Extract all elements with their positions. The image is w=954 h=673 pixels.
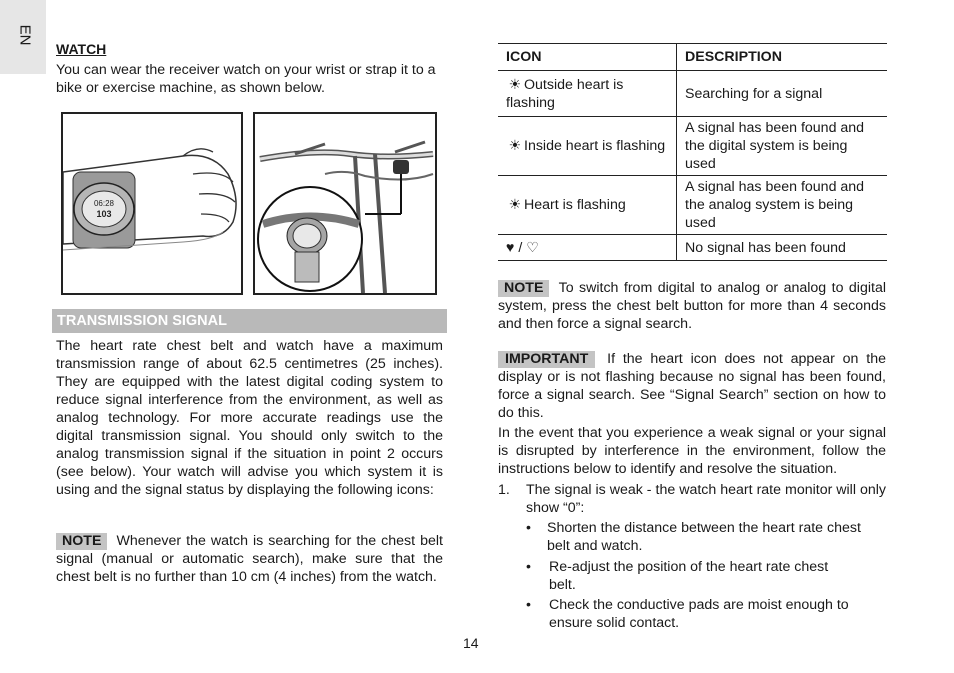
table-row — [498, 117, 887, 176]
watch-intro-text: You can wear the receiver watch on your wrist or strap it to a bike or exercise machine, as shown below. — [56, 62, 436, 96]
icon-caption: Outside heart is flashing — [506, 76, 624, 111]
note-paragraph — [56, 532, 443, 586]
heart-flashing-icon: ☀ — [508, 197, 522, 213]
note2-badge: NOTE — [498, 280, 549, 297]
column-header-icon: ICON — [498, 44, 677, 71]
bullet-item: Check the conductive pads are moist enough to ensure solid contact. — [549, 597, 849, 631]
note-badge: NOTE — [56, 533, 107, 550]
table-row — [498, 176, 887, 235]
bullet-item: Re-adjust the position of the heart rate chest belt. — [549, 559, 829, 593]
heart-flash-inner-icon: ☀ — [508, 138, 522, 154]
heart-solid-icon: ♥ — [506, 239, 515, 256]
watch-hr-display: 103 — [96, 209, 112, 219]
table-row — [498, 235, 887, 261]
important-text: If the heart icon does not appear on the display or is not flashing because no signal has been found, force a signal search. See “Signal Search” section on how to do this. — [498, 351, 886, 421]
table-cell-icon — [498, 117, 677, 176]
table-cell-description: No signal has been found — [677, 235, 888, 261]
note-text: Whenever the watch is searching for the chest belt signal (manual or automatic search), make sure that the chest belt is no further than 10 cm (4 inches) from the watch. — [56, 533, 443, 585]
list-number: 1. — [498, 482, 510, 498]
bike-photo — [253, 112, 437, 295]
table-cell-icon — [498, 235, 677, 261]
note2-text: To switch from digital to analog or analog to digital system, press the chest belt button for more than 4 seconds and then force a signal search. — [498, 280, 886, 332]
watch-time-display: 06:28 — [93, 199, 115, 208]
language-tab — [0, 0, 46, 74]
transmission-text: The heart rate chest belt and watch have a maximum transmission range of about 62.5 centimetres (25 inches). They are equipped with the latest digital coding system to reduce signal interference from the environment, as well as analog technology. For more accurate readings use the digital transmission signal. You should only switch to the analog transmission signal if the situation in point 2 occurs (see below). Your watch will advise you which system it is using and the signal status by displaying the following icons: — [56, 338, 443, 498]
important-badge: IMPORTANT — [498, 351, 595, 368]
bullet-marker: • — [526, 597, 531, 613]
bike-illustration — [255, 114, 435, 293]
table-cell-description: A signal has been found and the analog system is being used — [677, 176, 888, 235]
heart-flash-outer-icon: ☀ — [508, 76, 522, 93]
note2-paragraph — [498, 279, 886, 333]
table-cell-icon — [498, 176, 677, 235]
wrist-photo — [61, 112, 243, 295]
watch-heading: WATCH — [56, 41, 107, 57]
important-paragraph — [498, 350, 886, 422]
language-label: EN — [16, 24, 34, 46]
list-item-text: The signal is weak - the watch heart rate monitor will only show “0”: — [526, 482, 886, 516]
signal-icons-table — [498, 43, 887, 261]
transmission-heading-bar — [52, 309, 447, 333]
page-number: 14 — [463, 635, 479, 651]
table-cell-description: A signal has been found and the digital system is being used — [677, 117, 888, 176]
icon-caption: Inside heart is flashing — [524, 138, 666, 154]
bullet-item: Shorten the distance between the heart rate chest belt and watch. — [547, 520, 861, 554]
wrist-illustration — [63, 114, 241, 293]
bullet-marker: • — [526, 520, 531, 536]
heart-outline-icon: ♡ — [526, 239, 539, 256]
bullet-marker: • — [526, 559, 531, 575]
table-row — [498, 71, 887, 117]
icon-caption: Heart is flashing — [524, 197, 626, 213]
transmission-heading: TRANSMISSION SIGNAL — [57, 313, 227, 329]
table-cell-icon — [498, 71, 677, 117]
weak-signal-text: In the event that you experience a weak signal or your signal is disrupted by interference in the environment, follow the instructions below to identify and resolve the situation. — [498, 425, 886, 477]
column-header-description: DESCRIPTION — [677, 44, 888, 71]
icon-separator: / — [514, 239, 527, 256]
table-cell-description: Searching for a signal — [677, 71, 888, 117]
table-header-row — [498, 44, 887, 71]
